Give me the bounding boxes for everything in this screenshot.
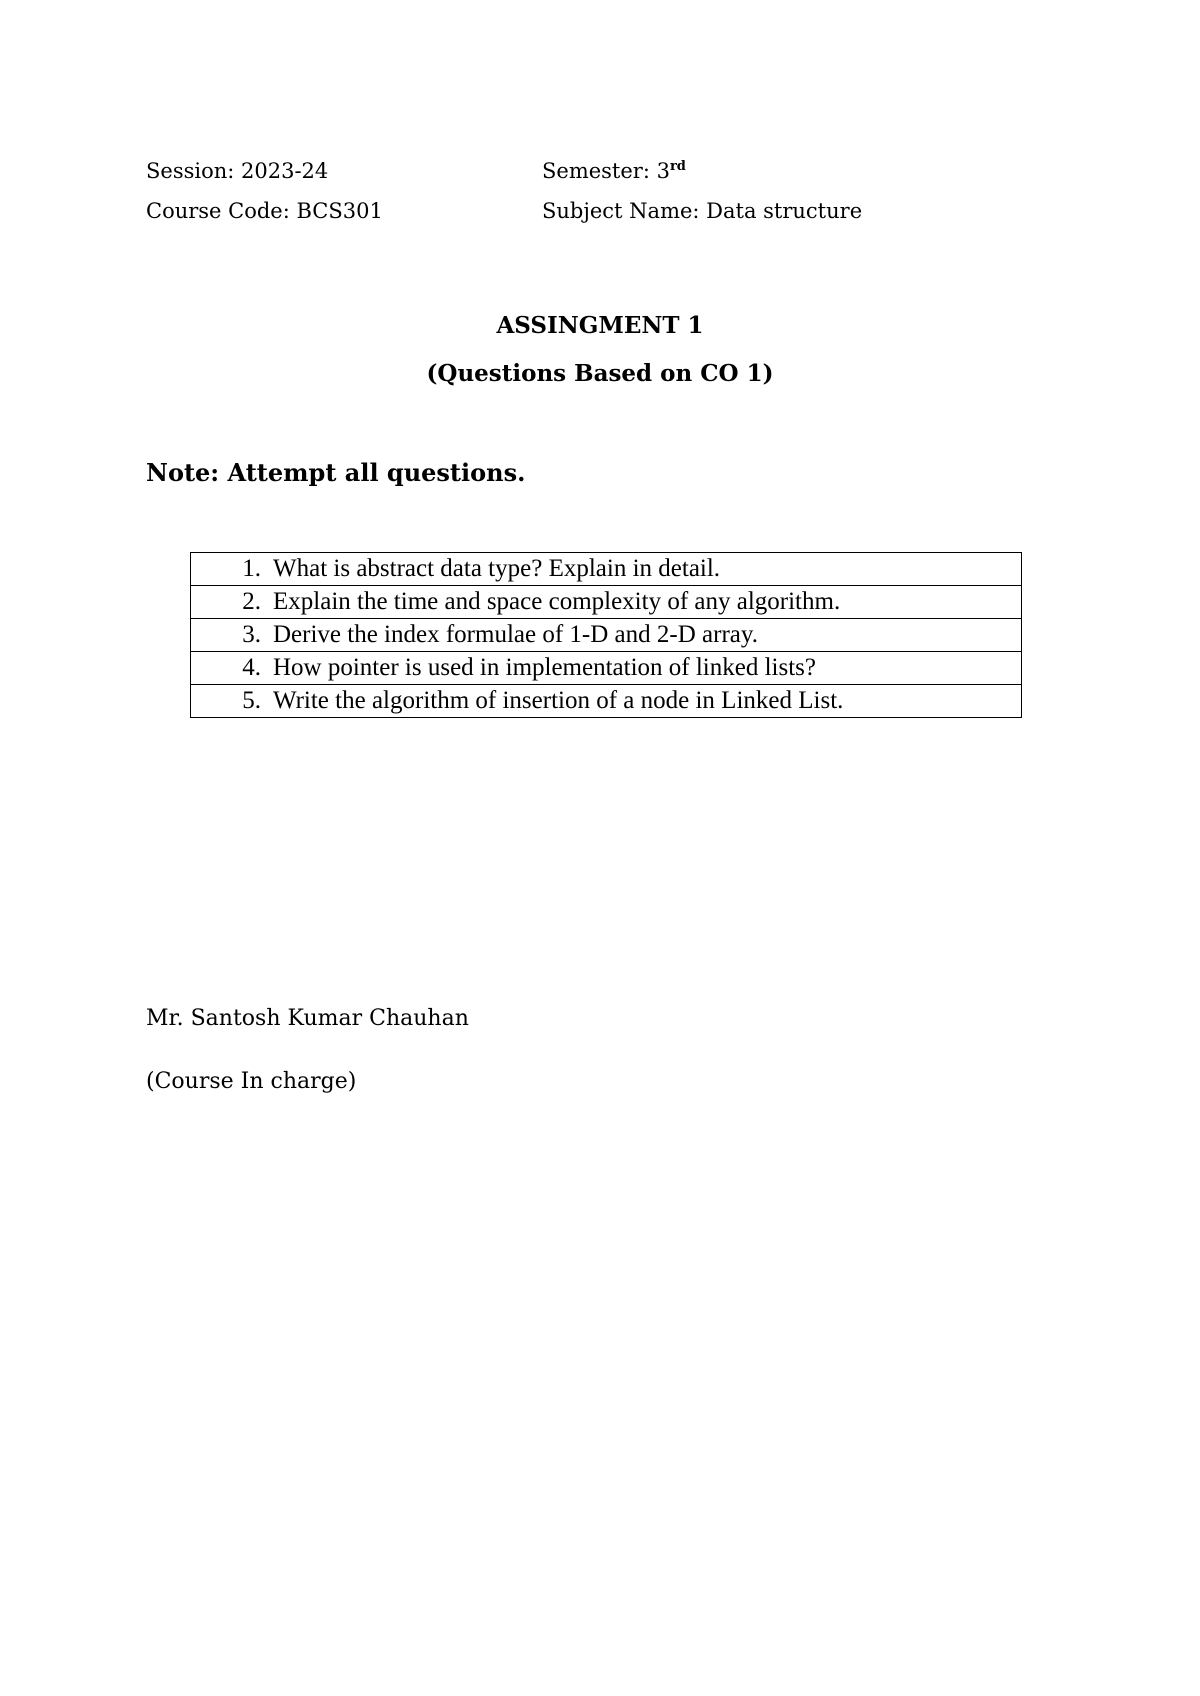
question-text: Write the algorithm of insertion of a node in Linked List. [273,687,844,714]
questions-table [190,552,1022,718]
semester-text [542,159,686,183]
note-text: Note: Attempt all questions. [146,458,526,487]
question-cell [191,685,1022,718]
course-code-text: Course Code: BCS301 [146,199,383,223]
question-cell [191,619,1022,652]
assignment-title: ASSINGMENT 1 [496,312,704,339]
question-number: 4. [242,654,261,681]
semester-ordinal: rd [669,159,686,174]
question-number: 3. [242,621,261,648]
question-cell [191,553,1022,586]
instructor-name: Mr. Santosh Kumar Chauhan [146,1006,469,1031]
table-row [191,652,1022,685]
table-row [191,553,1022,586]
instructor-role: (Course In charge) [146,1069,357,1094]
table-row [191,619,1022,652]
question-cell [191,586,1022,619]
question-number: 1. [242,555,261,582]
question-text: Derive the index formulae of 1-D and 2-D array. [273,621,758,648]
question-text: How pointer is used in implementation of linked lists? [273,654,816,681]
question-cell [191,652,1022,685]
assignment-subtitle: (Questions Based on CO 1) [426,360,774,387]
question-number: 5. [242,687,261,714]
question-text: What is abstract data type? Explain in detail. [273,555,721,582]
session-text: Session: 2023-24 [146,159,329,183]
semester-label: Semester: 3 [542,159,670,183]
table-row [191,586,1022,619]
table-row [191,685,1022,718]
question-text: Explain the time and space complexity of any algorithm. [273,588,841,615]
subject-name-text: Subject Name: Data structure [542,199,863,223]
question-number: 2. [242,588,261,615]
